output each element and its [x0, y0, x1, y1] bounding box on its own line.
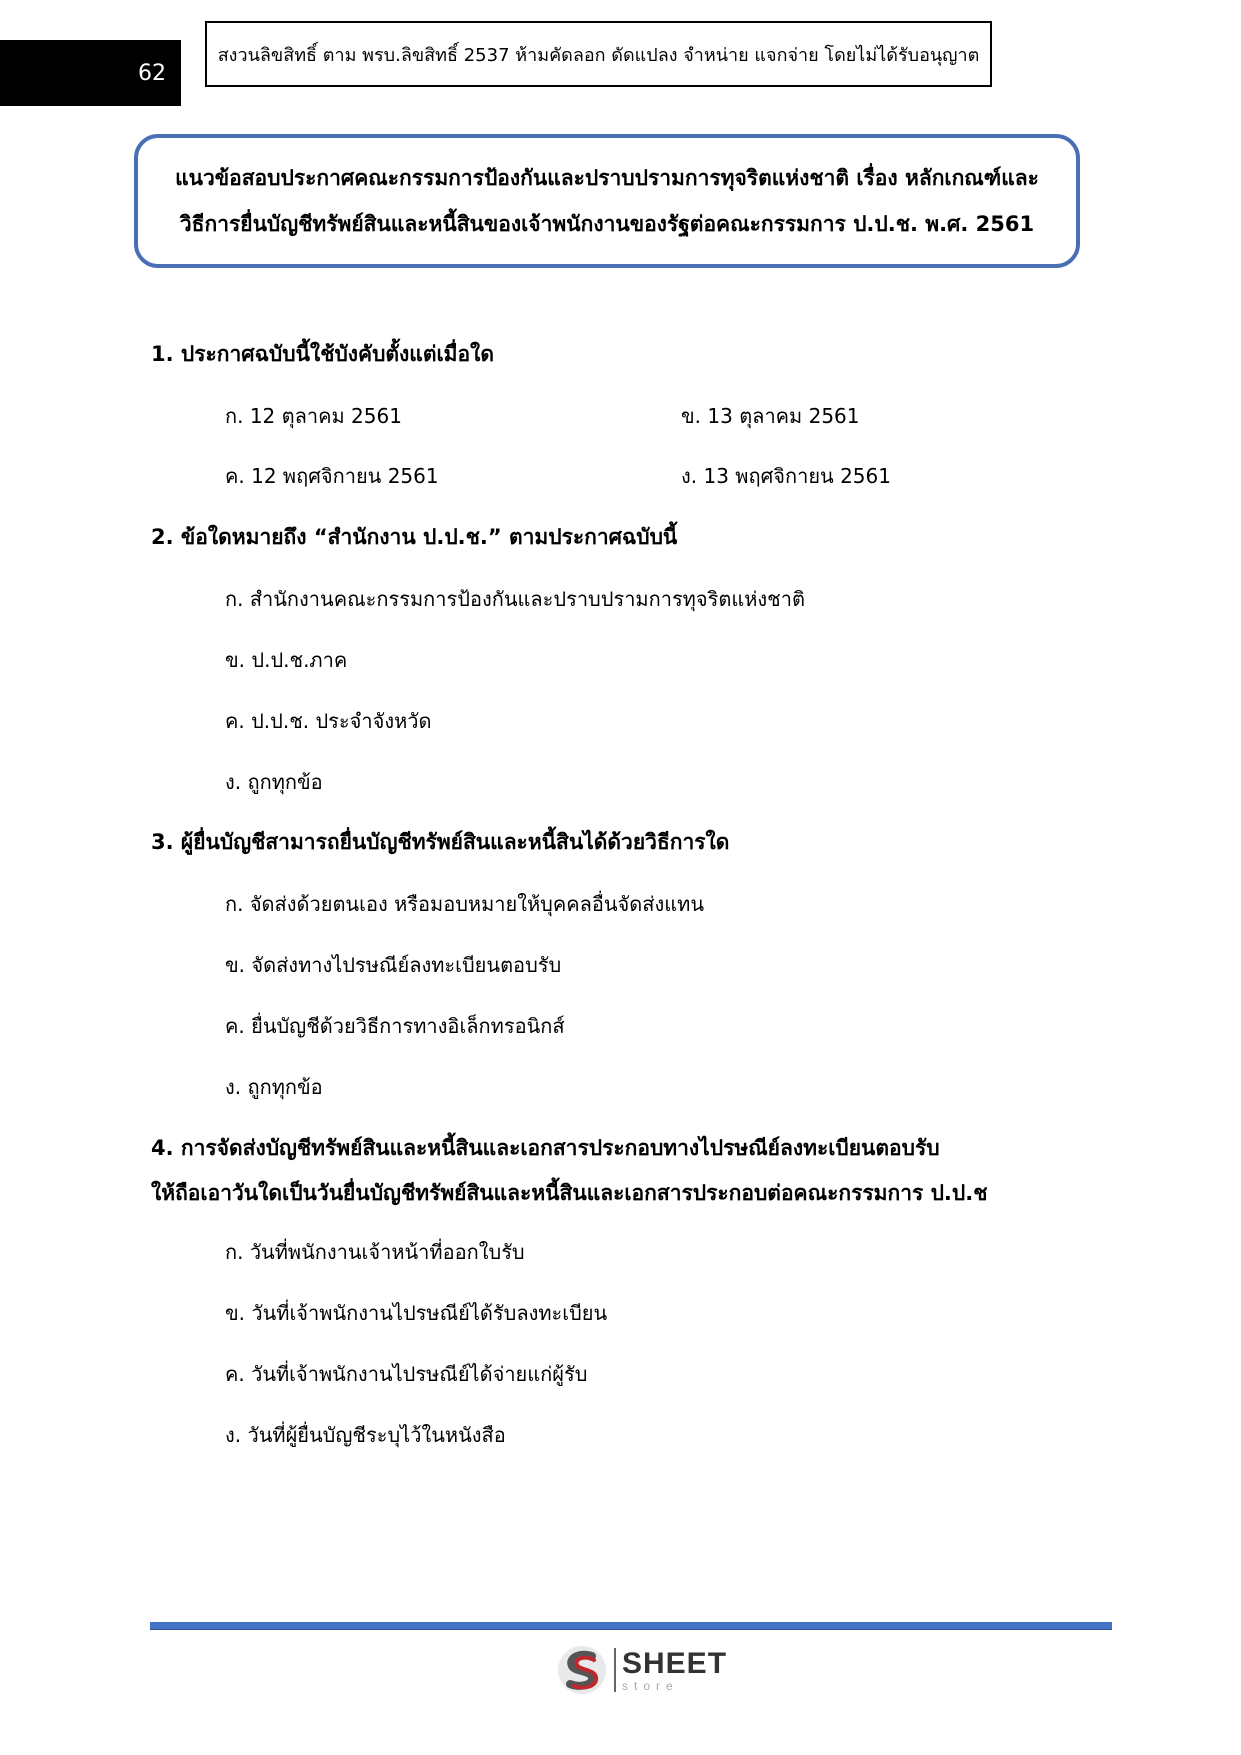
q1-option-a: ก. 12 ตุลาคม 2561 — [225, 404, 402, 428]
q3-option-b: ข. จัดส่งทางไปรษณีย์ลงทะเบียนตอบรับ — [225, 953, 562, 977]
q3-option-c: ค. ยื่นบัญชีด้วยวิธีการทางอิเล็กทรอนิกส์ — [225, 1014, 565, 1038]
q1-option-d: ง. 13 พฤศจิกายน 2561 — [681, 464, 891, 488]
title-line-1: แนวข้อสอบประกาศคณะกรรมการป้องกันและปราบปรามการทุจริตแห่งชาติ เรื่อง หลักเกณฑ์และ — [175, 166, 1039, 190]
q4-option-d: ง. วันที่ผู้ยื่นบัญชีระบุไว้ในหนังสือ — [225, 1423, 506, 1447]
document-title-box — [134, 134, 1080, 268]
q4-option-c: ค. วันที่เจ้าพนักงานไปรษณีย์ได้จ่ายแก่ผู้รับ — [225, 1362, 588, 1386]
q2-option-c: ค. ป.ป.ช. ประจำจังหวัด — [225, 709, 432, 733]
q4-option-a: ก. วันที่พนักงานเจ้าหน้าที่ออกใบรับ — [225, 1240, 525, 1264]
q3-option-d: ง. ถูกทุกข้อ — [225, 1075, 323, 1099]
logo-text — [622, 1646, 728, 1693]
q3-option-a: ก. จัดส่งด้วยตนเอง หรือมอบหมายให้บุคคลอื่นจัดส่งแทน — [225, 892, 704, 916]
q1-option-b: ข. 13 ตุลาคม 2561 — [681, 404, 860, 428]
title-line-2: วิธีการยื่นบัญชีทรัพย์สินและหนี้สินของเจ้าพนักงานของรัฐต่อคณะกรรมการ ป.ป.ช. พ.ศ. 2561 — [179, 212, 1035, 236]
question-3: 3. ผู้ยื่นบัญชีสามารถยื่นบัญชีทรัพย์สินและหนี้สินได้ด้วยวิธีการใด — [151, 830, 730, 854]
q2-option-d: ง. ถูกทุกข้อ — [225, 770, 323, 794]
sheet-store-logo — [556, 1640, 736, 1700]
q2-option-a: ก. สำนักงานคณะกรรมการป้องกันและปราบปรามการทุจริตแห่งชาติ — [225, 587, 805, 611]
q2-option-b: ข. ป.ป.ช.ภาค — [225, 648, 348, 672]
q1-option-c: ค. 12 พฤศจิกายน 2561 — [225, 464, 439, 488]
question-4-line-1: 4. การจัดส่งบัญชีทรัพย์สินและหนี้สินและเอกสารประกอบทางไปรษณีย์ลงทะเบียนตอบรับ — [151, 1136, 940, 1160]
question-2: 2. ข้อใดหมายถึง “สำนักงาน ป.ป.ช.” ตามประกาศฉบับนี้ — [151, 525, 678, 549]
q4-option-b: ข. วันที่เจ้าพนักงานไปรษณีย์ได้รับลงทะเบียน — [225, 1301, 608, 1325]
logo-word: SHEET — [622, 1646, 728, 1680]
question-1: 1. ประกาศฉบับนี้ใช้บังคับตั้งแต่เมื่อใด — [151, 342, 495, 366]
logo-subtitle: store — [622, 1678, 679, 1693]
question-4-line-2: ให้ถือเอาวันใดเป็นวันยื่นบัญชีทรัพย์สินและหนี้สินและเอกสารประกอบต่อคณะกรรมการ ป.ป.ช — [151, 1181, 988, 1205]
logo-separator — [614, 1648, 616, 1692]
footer-divider — [150, 1622, 1112, 1630]
page-number: 62 — [0, 40, 181, 106]
sheet-store-logo-icon — [556, 1644, 608, 1696]
copyright-notice: สงวนลิขสิทธิ์ ตาม พรบ.ลิขสิทธิ์ 2537 ห้ามคัดลอก ดัดแปลง จำหน่าย แจกจ่าย โดยไม่ได้รับอนุญาต — [205, 21, 992, 87]
